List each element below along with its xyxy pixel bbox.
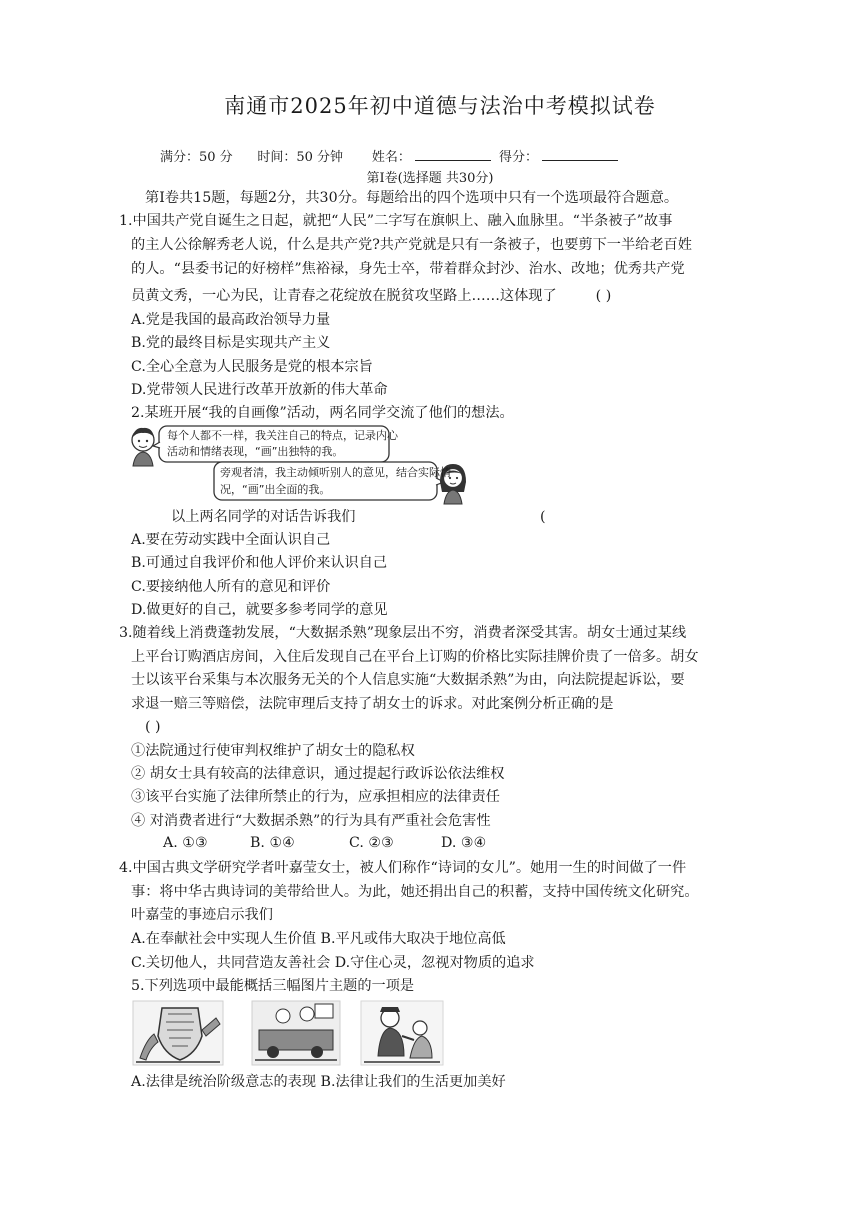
q1-answer-paren: ( ) bbox=[595, 288, 612, 304]
q3-line-1: 3.随着线上消费蓬勃发展，“大数据杀熟”现象层出不穷，消费者深受其害。胡女士通过某线 bbox=[119, 625, 687, 641]
q3-statement-4: ④ 对消费者进行“大数据杀熟”的行为具有严重社会危害性 bbox=[131, 813, 491, 829]
q3-statement-3: ③该平台实施了法律所禁止的行为，应承担相应的法律责任 bbox=[131, 789, 500, 805]
bubble-2-line-2: 况，“画”出全面的我。 bbox=[220, 483, 331, 496]
cartoon-3-police bbox=[360, 1000, 444, 1066]
section-instruction: 第Ⅰ卷共15题，每题2分，共30分。每题给出的四个选项中只有一个选项最符合题意。 bbox=[145, 190, 679, 206]
q3-choice-d: D. ③④ bbox=[441, 835, 487, 851]
q2-option-b: B.可通过自我评价和他人评价来认识自己 bbox=[131, 555, 388, 571]
bubble-2-line-1: 旁观者清，我主动倾听别人的意见，结合实际情 bbox=[220, 466, 451, 479]
q1-option-c: C.全心全意为人民服务是党的根本宗旨 bbox=[131, 359, 373, 375]
q3-answer-paren: ( ) bbox=[145, 719, 161, 735]
q2-answer-paren: ( bbox=[540, 509, 546, 525]
q1-line-1: 1.中国共产党自诞生之日起，就把“人民”二字写在旗帜上、融入血脉里。“半条被子”故事 bbox=[119, 213, 673, 229]
q1-option-d: D.党带领人民进行改革开放新的伟大革命 bbox=[131, 382, 388, 398]
q3-line-3: 士以该平台采集与本次服务无关的个人信息实施“大数据杀熟”为由，向法院提起诉讼，要 bbox=[131, 672, 685, 688]
q1-line-3: 的人。“县委书记的好榜样”焦裕禄，身先士卒，带着群众封沙、治水、改地；优秀共产党 bbox=[131, 261, 685, 277]
name-blank[interactable] bbox=[415, 148, 491, 161]
q2-stem: 2.某班开展“我的自画像”活动，两名同学交流了他们的想法。 bbox=[131, 405, 514, 421]
q5-options-ab: A.法律是统治阶级意志的表现 B.法律让我们的生活更加美好 bbox=[131, 1074, 506, 1090]
q1-line-4 bbox=[131, 289, 611, 303]
q4-line-3: 叶嘉莹的事迹启示我们 bbox=[131, 907, 273, 923]
q3-choice-b: B. ①④ bbox=[250, 835, 295, 851]
q4-line-2: 事：将中华古典诗词的美带给世人。为此，她还捐出自己的积蓄，支持中国传统文化研究。 bbox=[131, 884, 699, 900]
section-heading: 第Ⅰ卷(选择题 共30分) bbox=[366, 171, 494, 186]
page-title: 南通市2025年初中道德与法治中考模拟试卷 bbox=[224, 94, 656, 118]
q2-option-c: C.要接纳他人所有的意见和评价 bbox=[131, 579, 331, 595]
exam-meta bbox=[160, 146, 622, 165]
q4-options-ab: A.在奉献社会中实现人生价值 B.平凡或伟大取决于地位高低 bbox=[131, 931, 506, 947]
q5-stem: 5.下列选项中最能概括三幅图片主题的一项是 bbox=[131, 978, 415, 994]
q1-option-a: A.党是我国的最高政治领导力量 bbox=[131, 312, 331, 328]
q3-statement-2: ② 胡女士具有较高的法律意识，通过提起行政诉讼依法维权 bbox=[131, 766, 505, 782]
q4-options-cd: C.关切他人，共同营造友善社会 D.守住心灵，忽视对物质的追求 bbox=[131, 955, 535, 971]
q2-option-a: A.要在劳动实践中全面认识自己 bbox=[131, 532, 331, 548]
score-blank[interactable] bbox=[542, 148, 618, 161]
bubble-1-line-2: 活动和情绪表现，“画”出独特的我。 bbox=[167, 445, 344, 458]
q4-line-1: 4.中国古典文学研究学者叶嘉莹女士，被人们称作“诗词的女儿”。她用一生的时间做了一件 bbox=[119, 860, 687, 876]
bubble-1-line-1: 每个人都不一样，我关注自己的特点，记录内心 bbox=[167, 429, 398, 442]
q1-line-2: 的主人公徐解秀老人说，什么是共产党?共产党就是只有一条被子，也要剪下一半给老百姓 bbox=[131, 237, 692, 253]
q2-followup: 以上两名同学的对话告诉我们 bbox=[171, 509, 356, 525]
full-score: 满分：50 分 bbox=[160, 150, 233, 165]
cartoon-2-scene bbox=[251, 1000, 341, 1066]
boy-student-icon bbox=[132, 428, 154, 466]
q3-choice-a: A. ①③ bbox=[163, 835, 208, 851]
q3-choice-c: C. ②③ bbox=[349, 835, 394, 851]
time-limit: 时间：50 分钟 bbox=[257, 150, 344, 165]
q3-line-4: 求退一赔三等赔偿，法院审理后支持了胡女士的诉求。对此案例分析正确的是 bbox=[131, 696, 614, 712]
name-label: 姓名： bbox=[371, 150, 411, 165]
cartoon-1-shield bbox=[132, 1000, 224, 1066]
q1-line-4-text: 员黄文秀，一心为民，让青春之花绽放在脱贫攻坚路上……这体现了 bbox=[131, 288, 557, 304]
score-label: 得分： bbox=[499, 150, 539, 165]
q2-option-d: D.做更好的自己，就要多参考同学的意见 bbox=[131, 602, 388, 618]
q3-statement-1: ①法院通过行使审判权维护了胡女士的隐私权 bbox=[131, 743, 415, 759]
q1-option-b: B.党的最终目标是实现共产主义 bbox=[131, 335, 331, 351]
q3-line-2: 上平台订购酒店房间，入住后发现自己在平台上订购的价格比实际挂牌价贵了一倍多。胡女 bbox=[131, 649, 699, 665]
